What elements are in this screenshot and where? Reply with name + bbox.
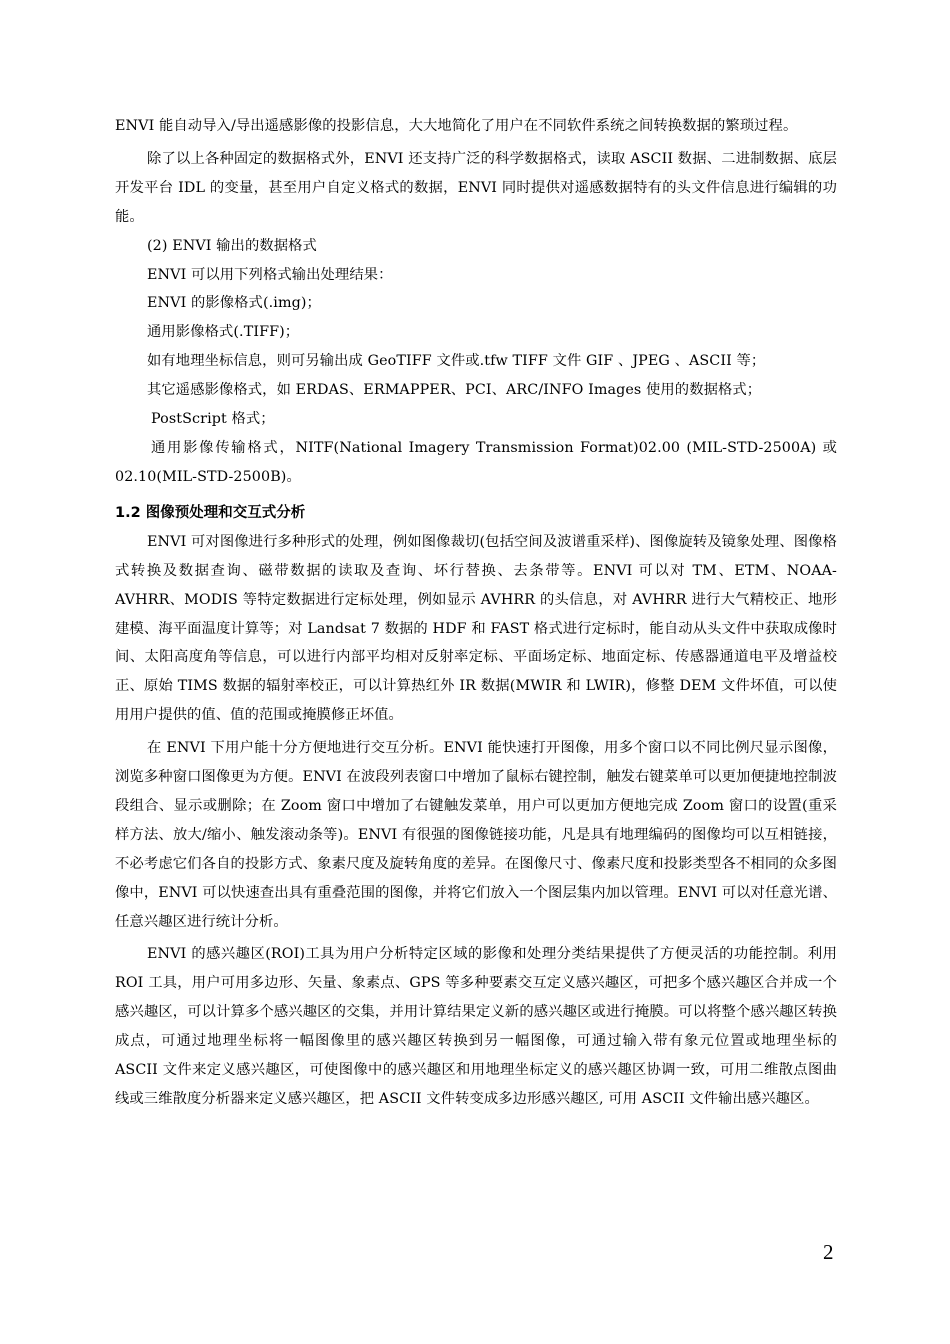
document-page	[115, 112, 837, 1114]
output-item-nitf: 通用影像传输格式，NITF(National Imagery Transmission Format)02.00 (MIL-STD-2500A) 或 02.10(MIL-STD-2500B)。	[115, 439, 837, 485]
output-item: 如有地理坐标信息，则可另输出成 GeoTIFF 文件或.tfw TIFF 文件 GIF 、JPEG 、ASCII 等；	[147, 353, 766, 370]
output-item: PostScript 格式；	[151, 411, 275, 428]
output-item: ENVI 的影像格式(.img)；	[147, 295, 321, 312]
section-heading: 1.2 图像预处理和交互式分析	[115, 504, 306, 521]
output-item: 通用影像格式(.TIFF)；	[147, 324, 300, 341]
output-intro: ENVI 可以用下列格式输出处理结果：	[147, 266, 393, 283]
paragraph-interactive-analysis: 在 ENVI 下用户能十分方便地进行交互分析。ENVI 能快速打开图像，用多个窗口以不同比例尺显示图像，浏览多种窗口图像更为方便。ENVI 在波段列表窗口中增加了鼠标右键控制，触发右键菜单可以更加便捷地控制波段组合、显示或删除；在 Zoom 窗口中增加了右键触发菜单，用户可以更加方便地完成 Zoom 窗口的设置(重采样方法、放大/缩小、触发滚动条等)。ENVI 有很强的图像链接功能，凡是具有地理编码的图像均可以互相链接，不必考虑它们各自的投影方式、象素尺度及旋转角度的差异。在图像尺寸、像素尺度和投影类型各不相同的众多图像中，ENVI 可以快速查出具有重叠范围的图像，并将它们放入一个图层集内加以管理。ENVI 可以对任意光谱、任意兴趣区进行统计分析。	[115, 740, 837, 930]
paragraph-scientific-formats: 除了以上各种固定的数据格式外，ENVI 还支持广泛的科学数据格式，读取 ASCII 数据、二进制数据、底层开发平台 IDL 的变量，甚至用户自定义格式的数据，ENVI 同时提供对遥感数据特有的头文件信息进行编辑的功能。	[115, 150, 837, 225]
page-number: 2	[823, 1240, 834, 1264]
paragraph-roi: ENVI 的感兴趣区(ROI)工具为用户分析特定区域的影像和处理分类结果提供了方便灵活的功能控制。利用 ROI 工具，用户可用多边形、矢量、象素点、GPS 等多种要素交互定义感兴趣区，可把多个感兴趣区合并成一个感兴趣区，可以计算多个感兴趣区的交集，并用计算结果定义新的感兴趣区或进行掩膜。可以将整个感兴趣区转换成点，可通过地理坐标将一幅图像里的感兴趣区转换到另一幅图像，可通过输入带有象元位置或地理坐标的 ASCII 文件来定义感兴趣区，可使图像中的感兴趣区和用地理坐标定义的感兴趣区协调一致，可用二维散点图曲线或三维散度分析器来定义感兴趣区，把 ASCII 文件转变成多边形感兴趣区, 可用 ASCII 文件输出感兴趣区。	[115, 946, 837, 1107]
subheading-output-formats: (2) ENVI 输出的数据格式	[147, 237, 317, 254]
output-item: 其它遥感影像格式，如 ERDAS、ERMAPPER、PCI、ARC/INFO Images 使用的数据格式；	[147, 382, 762, 399]
paragraph-projection: ENVI 能自动导入/导出遥感影像的投影信息，大大地简化了用户在不同软件系统之间转换数据的繁琐过程。	[115, 118, 798, 134]
paragraph-preprocessing: ENVI 可对图像进行多种形式的处理，例如图像裁切(包括空间及波谱重采样)、图像旋转及镜象处理、图像格式转换及数据查询、磁带数据的读取及查询、坏行替换、去条带等。ENVI 可以对 TM、ETM、NOAA-AVHRR、MODIS 等特定数据进行定标处理，例如显示 AVHRR 的头信息，对 AVHRR 进行大气精校正、地形建模、海平面温度计算等；对 Landsat 7 数据的 HDF 和 FAST 格式进行定标时，能自动从头文件中获取成像时间、太阳高度角等信息，可以进行内部平均相对反射率定标、平面场定标、地面定标、传感器通道电平及增益校正、原始 TIMS 数据的辐射率校正，可以计算热红外 IR 数据(MWIR 和 LWIR)，修整 DEM 文件坏值，可以使用用户提供的值、值的范围或掩膜修正坏值。	[115, 533, 837, 724]
